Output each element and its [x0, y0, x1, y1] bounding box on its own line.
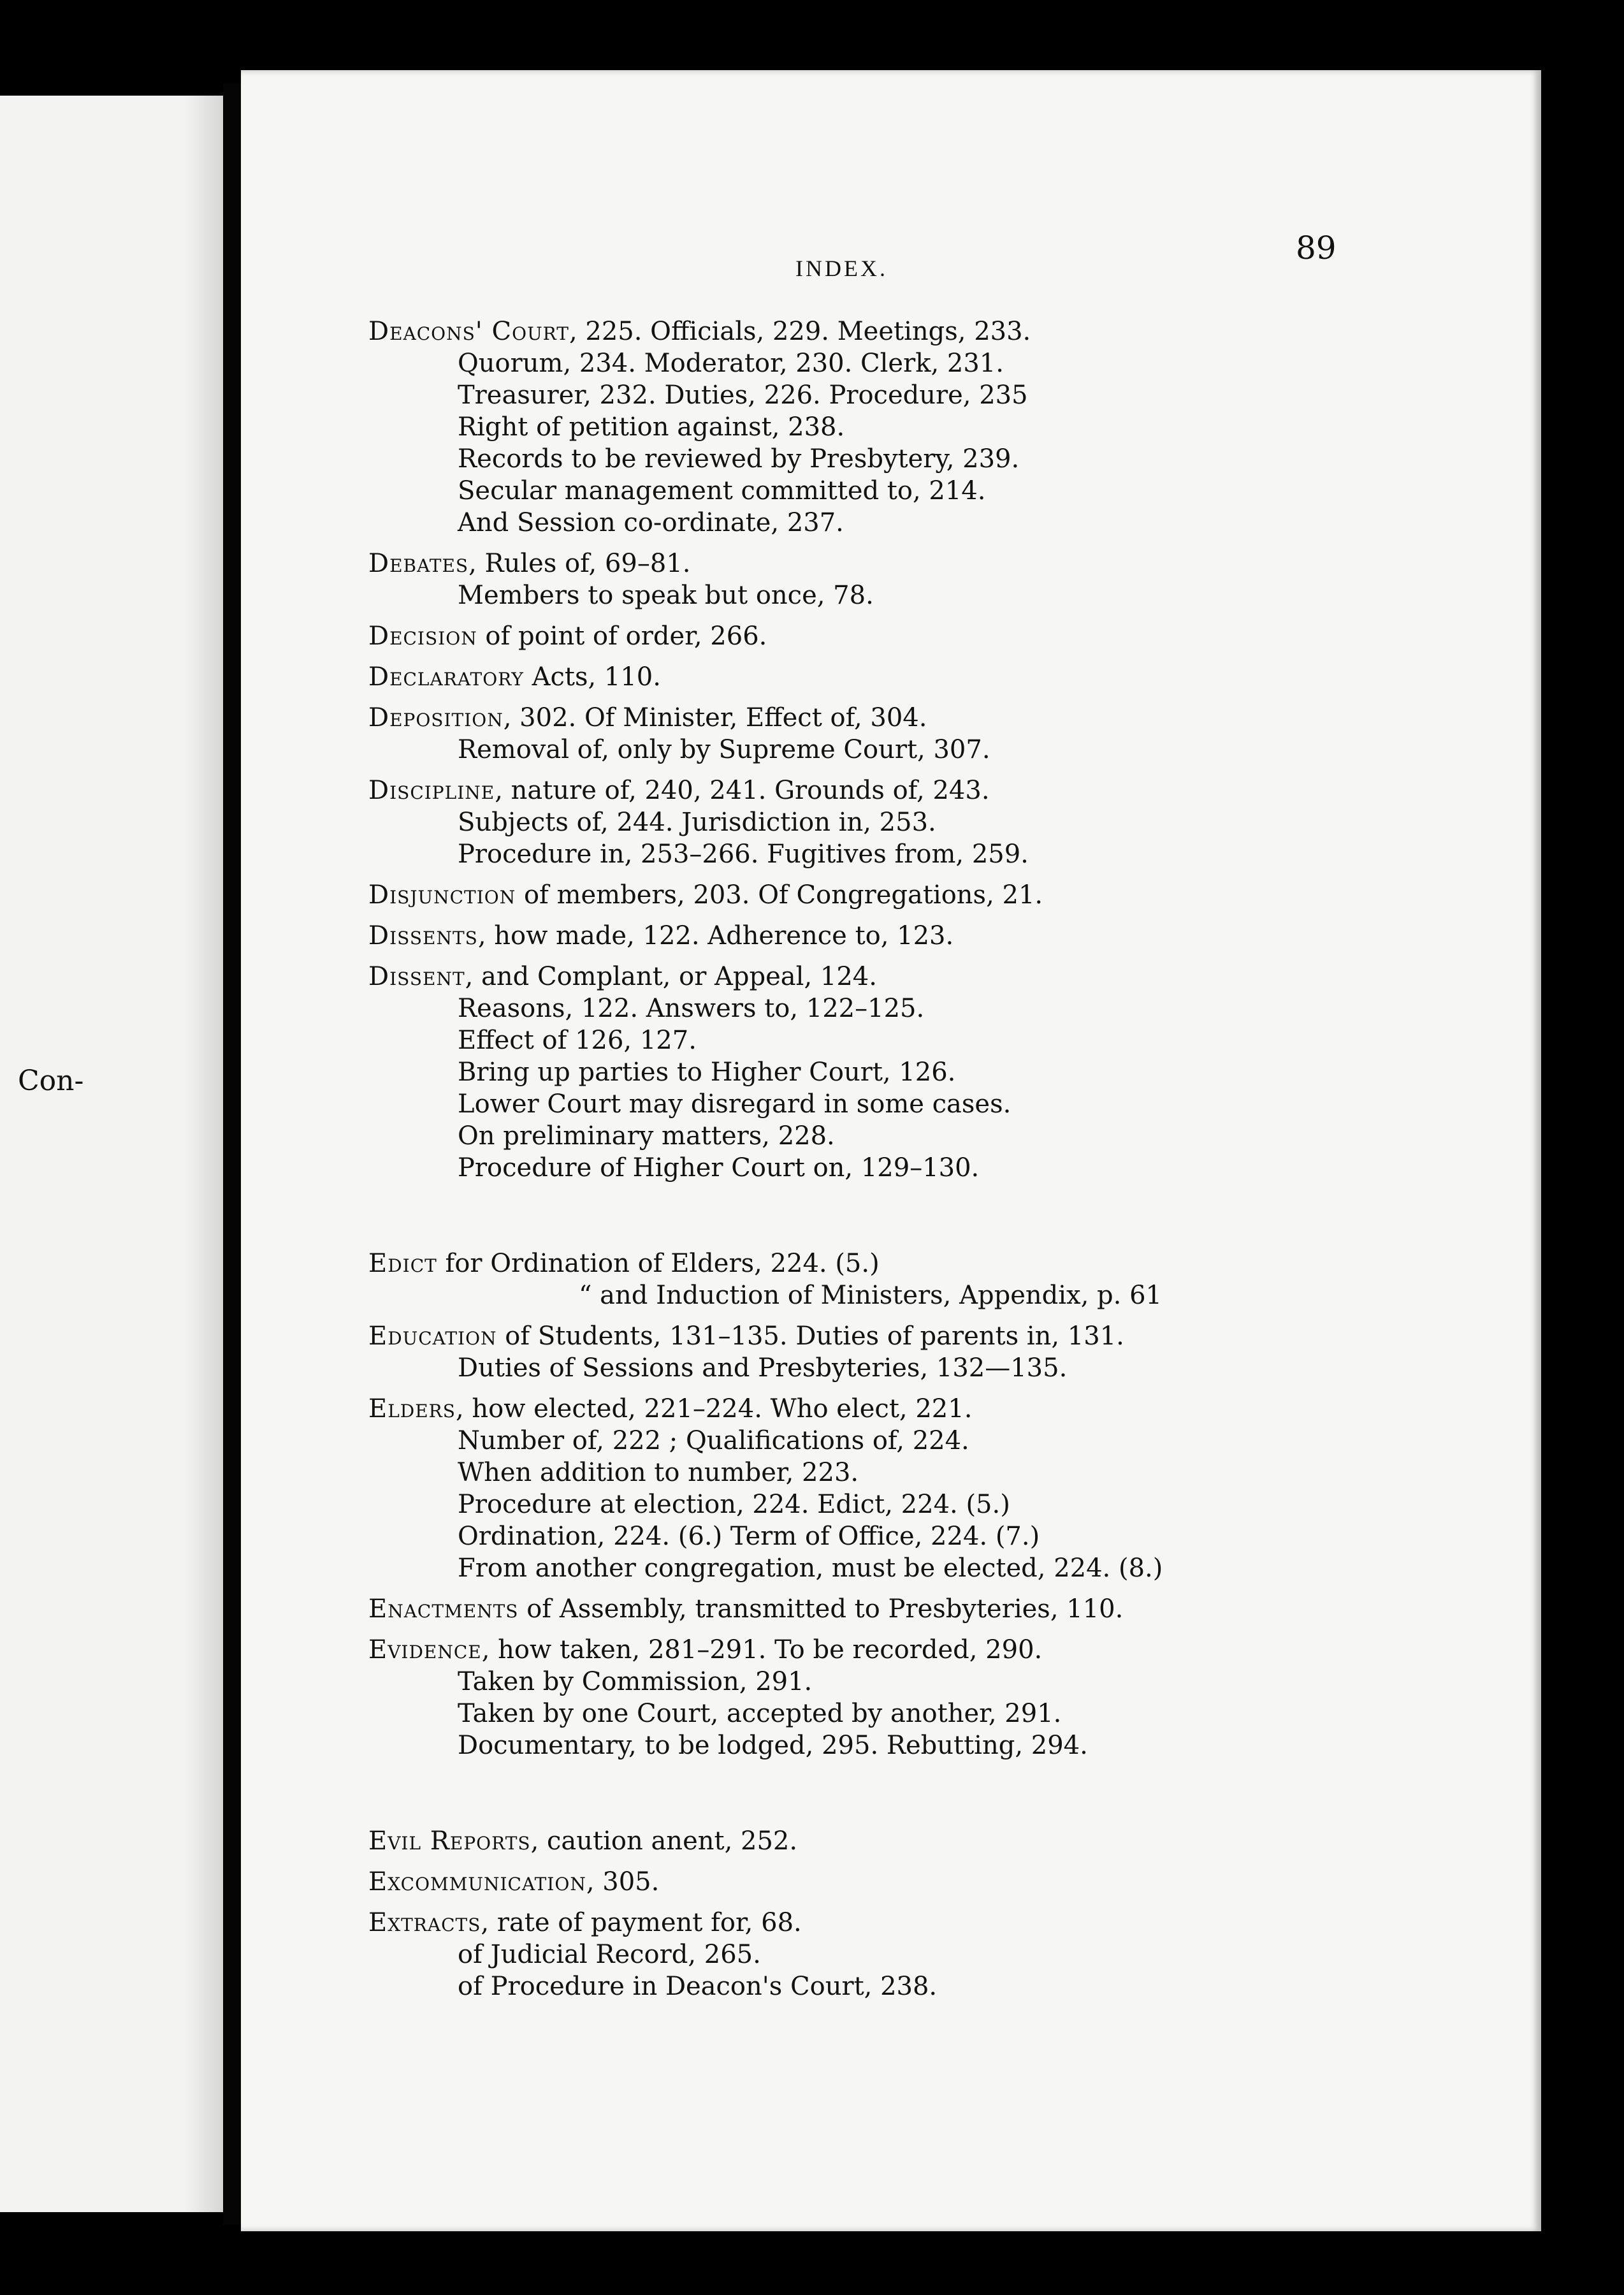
- index-entry-text: , how elected, 221–224. Who elect, 221.: [455, 1394, 973, 1424]
- index-entry-text: Effect of 126, 127.: [458, 1026, 697, 1055]
- index-entry: [368, 548, 1516, 611]
- index-subentry-line: [368, 1730, 1516, 1761]
- index-headword: Decision: [368, 622, 477, 651]
- index-entry-text: of Students, 131–135. Duties of parents in, 131.: [497, 1322, 1124, 1351]
- index-subentry-line: [368, 1088, 1516, 1120]
- index-headword: Edict: [368, 1249, 437, 1278]
- index-subentry-line: [368, 579, 1516, 611]
- running-head: INDEX.: [795, 256, 888, 281]
- index-subentry-line: [368, 1352, 1516, 1384]
- index-entry: [368, 1393, 1516, 1584]
- index-entry-text: , caution anent, 252.: [530, 1826, 798, 1856]
- index-subentry-line: [368, 838, 1516, 870]
- index-headword: Extracts: [368, 1908, 481, 1937]
- index-subentry-line: [368, 1552, 1516, 1584]
- index-entry: [368, 620, 1516, 652]
- index-entry-text: Quorum, 234. Moderator, 230. Clerk, 231.: [458, 349, 1004, 378]
- index-entry: [368, 1320, 1516, 1384]
- index-subentry-line: [368, 411, 1516, 443]
- index-entry-text: , 225. Officials, 229. Meetings, 233.: [569, 317, 1031, 346]
- index-entry-line: [368, 1866, 1516, 1898]
- index-entry-text: Right of petition against, 238.: [458, 412, 845, 442]
- index-entry-line: [368, 1825, 1516, 1857]
- index-headword: Declaratory: [368, 662, 524, 692]
- index-headword: Dissents: [368, 921, 478, 951]
- index-headword: Evidence: [368, 1635, 482, 1665]
- index-entry-line: [368, 702, 1516, 734]
- index-entry: [368, 702, 1516, 766]
- index-entry: [368, 316, 1516, 539]
- index-subentry-line: [368, 475, 1516, 507]
- index-headword: Discipline: [368, 776, 495, 805]
- index-entry-line: [368, 879, 1516, 911]
- index-entry-text: of members, 203. Of Congregations, 21.: [516, 880, 1043, 910]
- index-entry-text: , nature of, 240, 241. Grounds of, 243.: [495, 776, 990, 805]
- index-subentry-line: [368, 1024, 1516, 1056]
- index-entry-line: [368, 1634, 1516, 1666]
- index-subentry-line: [368, 507, 1516, 539]
- index-entry-text: From another congregation, must be elected, 224. (8.): [458, 1554, 1163, 1583]
- index-entry-text: , 302. Of Minister, Effect of, 304.: [503, 703, 927, 732]
- index-subentry-line: [368, 1666, 1516, 1698]
- index-subentry-line: [368, 1520, 1516, 1552]
- index-subentry-line: [368, 1425, 1516, 1457]
- index-entry-text: Taken by Commission, 291.: [458, 1667, 813, 1696]
- index-entry: [368, 1825, 1516, 1857]
- index-entry-text: Procedure in, 253–266. Fugitives from, 259.: [458, 840, 1029, 869]
- index-headword: Education: [368, 1322, 497, 1351]
- index-entry: [368, 961, 1516, 1184]
- index-subentry-line: [368, 1698, 1516, 1730]
- index-headword: Elders: [368, 1394, 456, 1424]
- index-subentry-line: [368, 1457, 1516, 1489]
- index-entry: [368, 661, 1516, 693]
- index-entry-text: of point of order, 266.: [477, 622, 767, 651]
- page-number: 89: [1296, 229, 1337, 266]
- index-entry-line: [368, 1393, 1516, 1425]
- index-entry-text: Secular management committed to, 214.: [458, 476, 986, 506]
- index-subentry-line: [368, 1489, 1516, 1520]
- index-entry-line: [368, 620, 1516, 652]
- index-entry-text: Number of, 222 ; Qualifications of, 224.: [458, 1426, 969, 1455]
- index-entry-text: of Assembly, transmitted to Presbyteries, 110.: [518, 1594, 1124, 1624]
- index-entry-text: Bring up parties to Higher Court, 126.: [458, 1058, 956, 1087]
- index-entry-text: Acts, 110.: [523, 662, 661, 692]
- index-entry-text: , rate of payment for, 68.: [481, 1908, 802, 1937]
- index-entry-text: Procedure at election, 224. Edict, 224. (5.): [458, 1490, 1010, 1519]
- index-subentry-line: [368, 379, 1516, 411]
- index-entry-line: [368, 661, 1516, 693]
- gutter-shadow: [185, 96, 223, 2212]
- index-entry-text: Procedure of Higher Court on, 129–130.: [458, 1153, 980, 1183]
- index-entry-line: [368, 1593, 1516, 1625]
- index-subentry-line: [368, 347, 1516, 379]
- index-subentry-line: [368, 734, 1516, 766]
- index-entry-text: “ and Induction of Ministers, Appendix, p. 61: [579, 1281, 1162, 1310]
- left-page: [0, 96, 223, 2212]
- index-entry-line: [368, 1907, 1516, 1939]
- index-entry-text: , Rules of, 69–81.: [468, 549, 691, 578]
- index-entry-text: for Ordination of Elders, 224. (5.): [437, 1249, 880, 1278]
- index-entry: [368, 1593, 1516, 1625]
- index-entry-text: Records to be reviewed by Presbytery, 239.: [458, 444, 1020, 474]
- index-body: [368, 316, 1516, 2011]
- index-entry-text: , how made, 122. Adherence to, 123.: [477, 921, 954, 951]
- index-entry-line: [368, 775, 1516, 806]
- index-subentry-line: [368, 993, 1516, 1024]
- index-entry-text: of Judicial Record, 265.: [458, 1940, 761, 1969]
- index-entry-text: Treasurer, 232. Duties, 226. Procedure, 235: [458, 381, 1028, 410]
- index-subentry-line: [368, 1971, 1516, 2002]
- index-entry-text: And Session co-ordinate, 237.: [458, 508, 844, 537]
- index-entry-text: Taken by one Court, accepted by another, 291.: [458, 1699, 1062, 1728]
- index-headword: Excommunication: [368, 1867, 586, 1897]
- index-entry-text: When addition to number, 223.: [458, 1458, 859, 1487]
- index-entry-line: [368, 1320, 1516, 1352]
- index-subentry-line: [368, 443, 1516, 475]
- index-entry-line: [368, 961, 1516, 993]
- index-page: [241, 70, 1541, 2231]
- index-entry: [368, 920, 1516, 952]
- index-entry: [368, 1634, 1516, 1761]
- book-spine: [223, 83, 241, 2225]
- index-entry-text: Removal of, only by Supreme Court, 307.: [458, 735, 990, 764]
- index-headword: Debates: [368, 549, 469, 578]
- index-headword: Dissent: [368, 962, 465, 991]
- index-entry: [368, 775, 1516, 870]
- index-entry: [368, 1248, 1516, 1311]
- index-entry-line: [368, 316, 1516, 347]
- index-subentry-line: [368, 1152, 1516, 1184]
- index-entry-text: , 305.: [586, 1867, 660, 1897]
- left-page-fragment: Con-: [18, 1065, 84, 1097]
- index-entry-text: Subjects of, 244. Jurisdiction in, 253.: [458, 808, 936, 837]
- index-headword: Deacons' Court: [368, 317, 569, 346]
- index-subentry-line: [368, 1056, 1516, 1088]
- index-entry-text: Ordination, 224. (6.) Term of Office, 224. (7.): [458, 1522, 1040, 1551]
- index-entry-line: [368, 920, 1516, 952]
- index-entry-text: Documentary, to be lodged, 295. Rebutting, 294.: [458, 1731, 1088, 1760]
- index-entry-text: Lower Court may disregard in some cases.: [458, 1089, 1011, 1119]
- index-subentry-line: [368, 1939, 1516, 1971]
- index-subentry-line: [368, 806, 1516, 838]
- index-entry-text: , how taken, 281–291. To be recorded, 290.: [481, 1635, 1043, 1665]
- index-entry: [368, 1907, 1516, 2002]
- index-headword: Evil Reports: [368, 1826, 531, 1856]
- index-subentry-line: [368, 1279, 1516, 1311]
- index-headword: Disjunction: [368, 880, 516, 910]
- index-entry-line: [368, 1248, 1516, 1279]
- index-entry-text: , and Complant, or Appeal, 124.: [465, 962, 877, 991]
- index-entry-text: Duties of Sessions and Presbyteries, 132—135.: [458, 1353, 1068, 1383]
- index-entry: [368, 879, 1516, 911]
- index-subentry-line: [368, 1120, 1516, 1152]
- index-entry: [368, 1866, 1516, 1898]
- index-entry-text: Members to speak but once, 78.: [458, 581, 874, 610]
- index-entry-line: [368, 548, 1516, 579]
- index-headword: Deposition: [368, 703, 504, 732]
- index-entry-text: of Procedure in Deacon's Court, 238.: [458, 1972, 938, 2001]
- index-entry-text: On preliminary matters, 228.: [458, 1121, 835, 1151]
- index-entry-text: Reasons, 122. Answers to, 122–125.: [458, 994, 925, 1023]
- index-headword: Enactments: [368, 1594, 519, 1624]
